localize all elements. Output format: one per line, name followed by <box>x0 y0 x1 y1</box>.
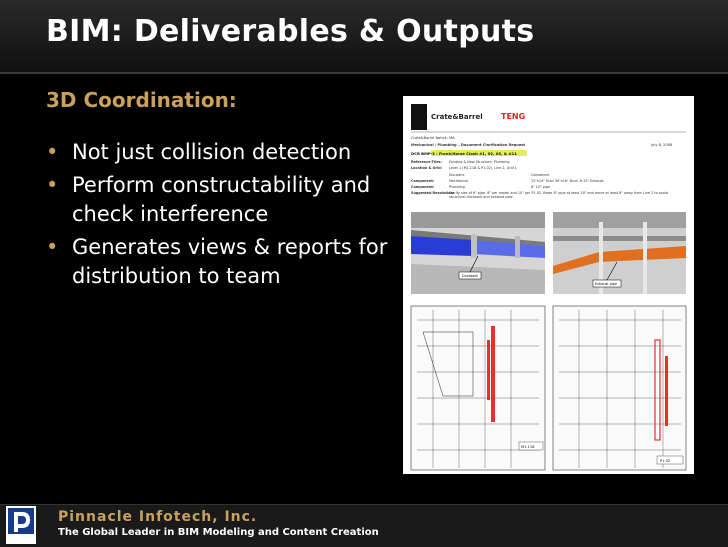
bullet-text: Generates views & reports for distribution to team <box>72 235 388 288</box>
render-left <box>411 212 545 294</box>
bullet-dot-icon: • <box>46 173 59 197</box>
plan-left <box>411 306 545 470</box>
bullet-item <box>46 138 406 167</box>
report-logo-block <box>411 104 427 130</box>
callout-left: Ductwork <box>462 274 479 278</box>
bullet-item <box>46 171 406 229</box>
bullet-item <box>46 233 406 291</box>
pinnacle-logo-icon <box>6 506 36 544</box>
report-suggested-value: Clarify size of 6" pipe. 8" per model and 10" per P1.02. Raise 8" pipe at least 18" and move at least 8" away from Line 2 to avoid structural ductwork and exhaust pipe. <box>449 191 669 200</box>
report-comp2-value: 8" 10" pipe <box>531 185 551 189</box>
report-comp2-label: Component: <box>411 185 435 189</box>
report-suggested-label: Suggested Resolution: <box>411 191 455 195</box>
bullet-text: Perform constructability and check interference <box>72 173 371 226</box>
report-ref-label: Reference Files: <box>411 160 442 164</box>
slide-subtitle: 3D Coordination: <box>46 88 237 112</box>
report-org-line: Crate&Barrel Natick, MA <box>411 136 455 140</box>
report-comp1-label: Component: <box>411 179 435 183</box>
footer-tagline: The Global Leader in BIM Modeling and Content Creation <box>58 527 379 538</box>
bullet-list <box>46 138 406 295</box>
bullet-dot-icon: • <box>46 140 59 164</box>
report-date: July 8, 2008 <box>651 143 673 147</box>
report-loc-label: Location & Grid: <box>411 166 443 170</box>
sheet-right: P1.02 <box>660 459 671 463</box>
render-right <box>553 212 686 294</box>
report-suggested-box <box>449 191 685 209</box>
report-comp1-value: 12"x14" Duct 30"x16" Duct, 6.10" Exhaust <box>531 179 604 183</box>
report-loc-value: Level 1 (M1.11B & P1.02), Line 2, Grid L <box>449 166 517 170</box>
plan-right <box>553 306 686 470</box>
report-brand-2: TENG <box>501 112 526 121</box>
report-discipline-header: Discipline <box>449 173 465 177</box>
callout-right: Exhaust pipe <box>595 282 618 286</box>
report-comp1-discipline: Mechanical <box>449 179 469 183</box>
report-brand-1: Crate&Barrel <box>431 113 483 121</box>
coordination-report-image <box>403 96 694 474</box>
report-comp2-discipline: Plumbing <box>449 185 465 189</box>
bullet-dot-icon: • <box>46 235 59 259</box>
footer-company: Pinnacle Infotech, Inc. <box>58 509 258 525</box>
report-dcr-id: DCR BMP-3 : Frank/Horse Clash #1, 02, 05, & #11 <box>411 151 517 156</box>
bullet-text: Not just collision detection <box>72 140 352 164</box>
sheet-left: M1.11B <box>521 445 535 449</box>
report-dept-line: Mechanical / Plumbing – Document Clarification Request <box>411 143 526 147</box>
report-ref-value: Existing & New Structure; Plumbing <box>449 160 510 164</box>
report-component-header: Component <box>531 173 550 177</box>
slide-title: BIM: Deliverables & Outputs <box>46 14 535 49</box>
